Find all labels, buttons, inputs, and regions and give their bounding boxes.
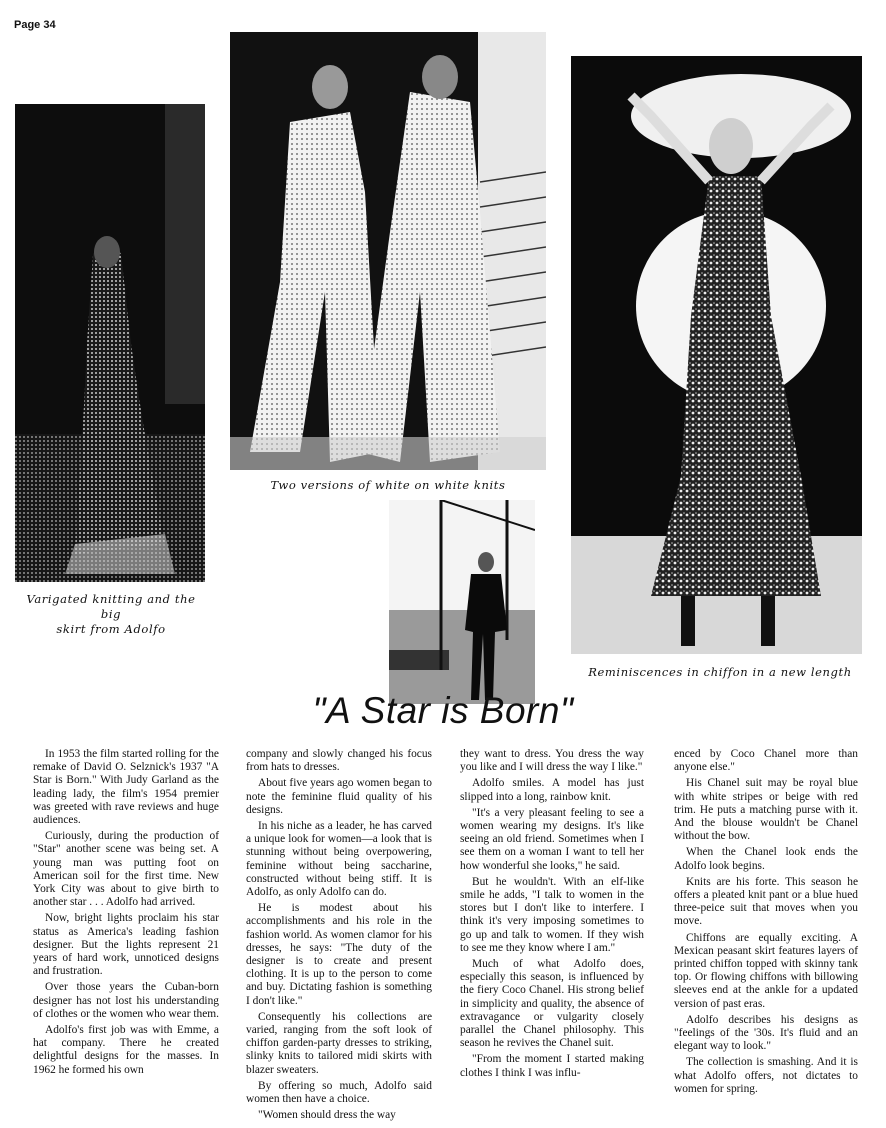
paragraph: company and slowly changed his focus from hats to dresses. [246,748,432,774]
article-column-3 [460,748,644,1083]
paragraph: By offering so much, Adolfo said women then have a choice. [246,1079,432,1106]
caption-knit-big-skirt: Varigated knitting and the big skirt from Adolfo [26,592,196,636]
paragraph: In 1953 the film started rolling for the remake of David O. Selznick's 1937 "A Star is Born." With Judy Garland as the leading lady, the film's 1954 premier was greeted with rave reviews and huge audiences. [33,748,219,827]
paragraph: He is modest about his accomplishments and his role in the fashion world. As women clamor for his dresses, he says: "The duty of the designer is to create and present clothing. It is up to the person to come and buy. Dictating fashion is something I don't like." [246,902,432,1007]
photo-chiffon [571,56,862,654]
paragraph: The collection is smashing. And it is what Adolfo offers, not dictates to women for spring. [674,1056,858,1095]
caption-white-knits: Two versions of white on white knits [270,478,506,492]
photo-knit-big-skirt [15,104,205,582]
paragraph: "From the moment I started making clothes I think I was influ- [460,1053,644,1079]
paragraph: Adolfo describes his designs as "feelings of the '30s. It's fluid and an elegant way to look." [674,1013,858,1053]
paragraph: Chiffons are equally exciting. A Mexican peasant skirt features layers of printed chiffon topped with skinny tank top. Or flowing chiffons with billowing sleeves end at the ankle for a updated version of past eras. [674,931,858,1010]
paragraph: In his niche as a leader, he has carved a unique look for women—a look that is stunning without being overpowering, feminine without being saccharine, constructed without being stiff. It is Adolfo, as only Adolfo can do. [246,820,432,899]
paragraph: Curiously, during the production of "Star" another scene was being set. A young man was putting foot on American soil for the first time. New York City was about to give birth to another star . . . Adolfo had arrived. [33,830,219,909]
paragraph: Adolfo smiles. A model has just slipped into a long, rainbow knit. [460,777,644,803]
paragraph: Knits are his forte. This season he offers a pleated knit pant or a blue hued three-peice suit that moves when you move. [674,875,858,928]
paragraph: When the Chanel look ends the Adolfo look begins. [674,846,858,872]
paragraph: But he wouldn't. With an elf-like smile he adds, "I talk to women in the stores but I don't like to interfere. I think it's very imposing sometimes to go up and talk to women. If they wish to see me they know where I am." [460,875,644,954]
paragraph: Over those years the Cuban-born designer has not lost his understanding of clothes or the women who wear them. [33,981,219,1020]
paragraph: Much of what Adolfo does, especially this season, is influenced by the fiery Coco Chanel. His strong belief in simplicity and quality, the absence of extravagance or vulgarity closely parallel the Chanel philosophy. This season he revives the Chanel suit. [460,958,644,1050]
paragraph: "Women should dress the way [258,1109,396,1122]
photo-designer-walking [389,500,535,704]
caption-chiffon: Reminiscences in chiffon in a new length [588,665,852,679]
paragraph: they want to dress. You dress the way you like and I will dress the way I like." [460,748,644,774]
paragraph: His Chanel suit may be royal blue with white stripes or beige with red trim. He puts a matching purse with it. And the blouse wouldn't be Chanel without the bow. [674,777,858,843]
article-column-1 [33,748,219,1080]
paragraph: "It's a very pleasant feeling to see a women wearing my designs. It's like seeing an old friend. Sometimes when I see them on a woman I want to tell her how wonderful she looks," he said. [460,806,644,872]
article-headline: "A Star is Born" [312,690,574,731]
paragraph: enced by Coco Chanel more than anyone else." [674,748,858,774]
page-number: Page 34 [14,19,56,31]
photo-white-knits [230,32,546,470]
paragraph: Adolfo's first job was with Emme, a hat company. There he created delightful designs for the masses. In 1962 he formed his own [33,1024,219,1076]
article-column-4 [674,748,858,1099]
paragraph: About five years ago women began to note the feminine fluid quality of his designs. [246,777,432,816]
article-column-2 [246,748,432,1125]
paragraph: Consequently his collections are varied, ranging from the soft look of chiffon garden-party dresses to striking, slinky knits to tailored midi skirts with blazer sweaters. [246,1010,432,1076]
paragraph: Now, bright lights proclaim his star status as America's leading fashion designer. But the lights represent 21 years of hard work, unnoticed designs and frustration. [33,912,219,978]
